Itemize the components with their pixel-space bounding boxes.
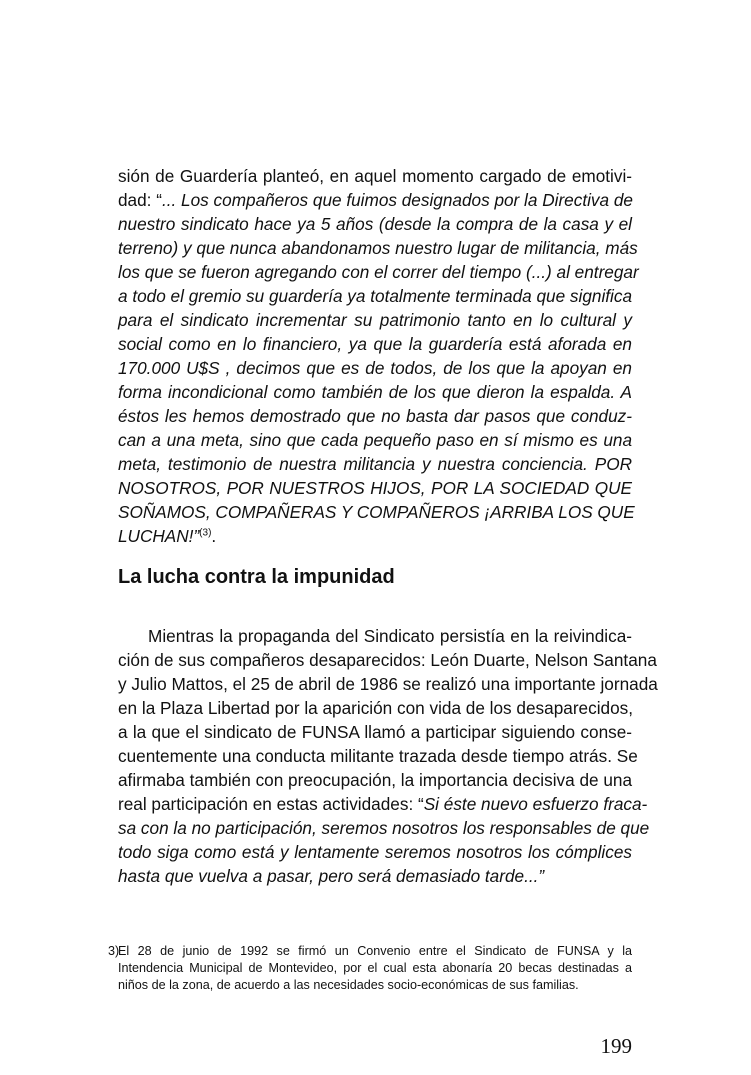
text-segment: éstos les hemos demostrado que no basta dar pasos que conduz- — [118, 406, 632, 426]
text-segment: a la que el sindicato de FUNSA llamó a participar siguiendo conse- — [118, 722, 632, 742]
text-line — [118, 356, 632, 380]
text-line — [118, 864, 632, 888]
text-line — [118, 188, 632, 212]
text-line — [118, 648, 657, 672]
text-segment: dad: “ — [118, 190, 162, 210]
text-segment: los que se fueron agregando con el correr del tiempo (...) al entregar — [118, 262, 639, 282]
text-line — [118, 476, 632, 500]
text-segment: cuentemente una conducta militante trazada desde tiempo atrás. Se — [118, 746, 638, 766]
text-line — [118, 720, 632, 744]
text-segment: todo siga como está y lentamente seremos nosotros los cómplices — [118, 842, 632, 862]
text-line — [118, 500, 635, 524]
text-segment: sa con la no participación, seremos nosotros los responsables de que — [118, 818, 650, 838]
footnote-line — [108, 943, 632, 960]
text-segment: para el sindicato incrementar su patrimonio tanto en lo cultural y — [118, 310, 632, 330]
text-segment: terreno) y que nunca abandonamos nuestro lugar de militancia, más — [118, 238, 638, 258]
footnote-line — [108, 977, 632, 994]
footnote-text: El 28 de junio de 1992 se firmó un Convenio entre el Sindicato de FUNSA y la — [118, 944, 632, 958]
text-segment: y Julio Mattos, el 25 de abril de 1986 se realizó una importante jornada — [118, 674, 658, 694]
footnote — [108, 943, 632, 994]
text-line — [118, 624, 632, 648]
footnote-marker: 3) — [108, 944, 120, 958]
text-line — [118, 816, 650, 840]
text-line — [118, 672, 658, 696]
text-line — [118, 164, 632, 188]
text-segment: ción de sus compañeros desaparecidos: León Duarte, Nelson Santana — [118, 650, 657, 670]
footnote-line — [108, 960, 632, 977]
page-number: 199 — [600, 1034, 632, 1058]
quote-paragraph — [118, 164, 639, 548]
text-line — [118, 696, 632, 720]
text-line — [118, 236, 638, 260]
text-segment: forma incondicional como también de los que dieron la espalda. A — [118, 382, 632, 402]
text-segment: real participación en estas actividades: “ — [118, 794, 424, 814]
text-line — [118, 260, 639, 284]
text-segment: social como en lo financiero, ya que la guardería está aforada en — [118, 334, 632, 354]
text-segment: Mientras la propaganda del Sindicato persistía en la reivindica- — [148, 626, 632, 646]
section-heading: La lucha contra la impunidad — [118, 566, 395, 588]
footnote-text: niños de la zona, de acuerdo a las necesidades socio-económicas de sus familias. — [118, 978, 579, 992]
text-line — [118, 404, 632, 428]
text-segment: ... Los compañeros que fuimos designados por la Directiva de — [161, 190, 633, 210]
text-segment: sión de Guardería planteó, en aquel momento cargado de emotivi- — [118, 166, 632, 186]
text-line — [118, 308, 632, 332]
text-segment: 170.000 U$S , decimos que es de todos, de los que la apoyan en — [118, 358, 632, 378]
text-segment: nuestro sindicato hace ya 5 años (desde la compra de la casa y el — [118, 214, 632, 234]
text-line — [118, 380, 632, 404]
body-paragraph — [118, 624, 658, 888]
text-segment: SOÑAMOS, COMPAÑERAS Y COMPAÑEROS ¡ARRIBA LOS QUE — [118, 502, 635, 522]
text-segment: hasta que vuelva a pasar, pero será demasiado tarde...” — [118, 866, 545, 886]
footnote-reference: (3) — [199, 527, 212, 539]
text-segment: Si éste nuevo esfuerzo fraca- — [423, 794, 648, 814]
text-line — [118, 744, 638, 768]
text-line — [118, 768, 632, 792]
text-line — [118, 284, 632, 308]
text-line — [118, 332, 632, 356]
text-line — [118, 840, 632, 864]
text-segment: meta, testimonio de nuestra militancia y nuestra conciencia. POR — [118, 454, 632, 474]
text-line — [118, 792, 648, 816]
footnote-text: Intendencia Municipal de Montevideo, por el cual esta abonaría 20 becas destinadas a — [118, 961, 632, 975]
text-segment: . — [211, 526, 217, 546]
footnote-marker — [108, 960, 118, 977]
text-segment: LUCHAN!” — [118, 526, 200, 546]
text-segment: en la Plaza Libertad por la aparición con vida de los desaparecidos, — [118, 698, 633, 718]
text-line — [118, 524, 632, 548]
text-line — [118, 428, 632, 452]
text-line — [118, 452, 632, 476]
footnote-marker — [108, 977, 118, 994]
text-segment: a todo el gremio su guardería ya totalmente terminada que significa — [118, 286, 633, 306]
text-segment: NOSOTROS, POR NUESTROS HIJOS, POR LA SOCIEDAD QUE — [118, 478, 632, 498]
text-segment: afirmaba también con preocupación, la importancia decisiva de una — [118, 770, 633, 790]
text-line — [118, 212, 632, 236]
text-segment: can a una meta, sino que cada pequeño paso en sí mismo es una — [118, 430, 632, 450]
